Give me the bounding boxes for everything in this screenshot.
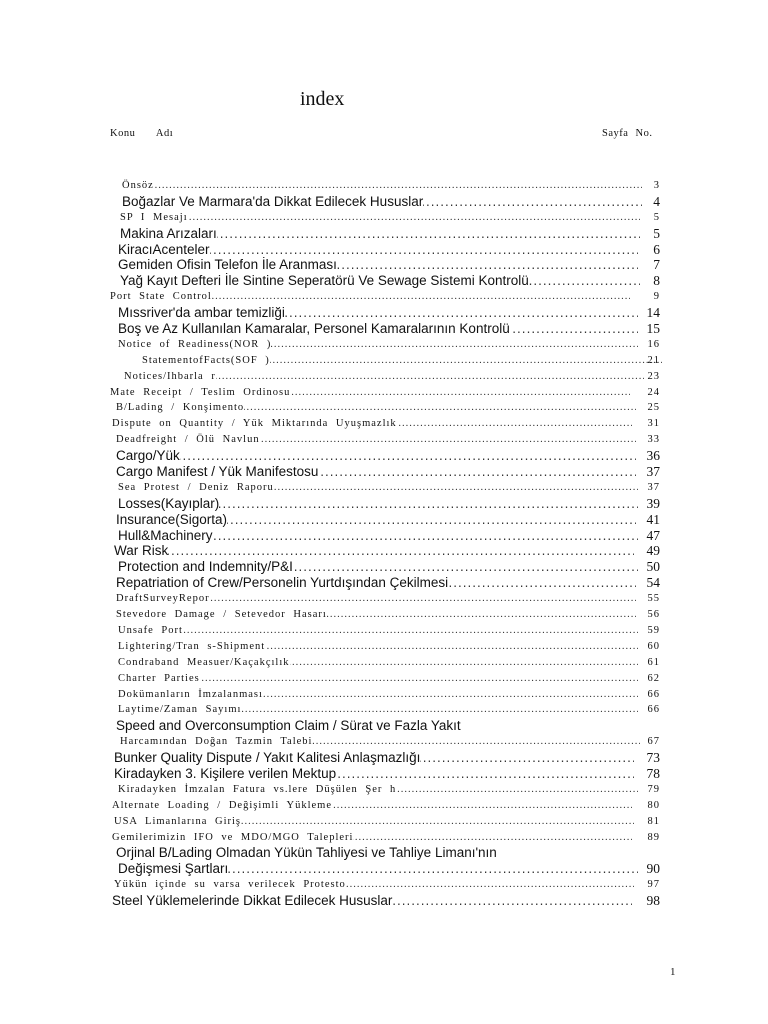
toc-entry-label-wrap <box>120 273 640 289</box>
toc-entry-label-wrap <box>112 830 632 846</box>
toc-entry-label-wrap <box>118 337 638 353</box>
toc-entry-label-wrap <box>118 305 638 321</box>
toc-entry-label-wrap <box>118 702 638 718</box>
table-of-contents <box>0 178 768 909</box>
toc-entry-label-wrap <box>118 242 638 258</box>
toc-entry[interactable] <box>0 798 768 814</box>
toc-entry-page: 60 <box>647 640 660 652</box>
toc-entry[interactable] <box>0 369 768 385</box>
toc-entry-page: 66 <box>647 688 660 700</box>
toc-entry-label: Alternate Loading / Değişimli Yükleme <box>112 799 332 811</box>
toc-entry[interactable] <box>0 400 768 416</box>
toc-entry-page: 59 <box>647 624 660 636</box>
toc-entry-label-wrap <box>118 623 638 639</box>
toc-entry-label-wrap <box>118 480 638 496</box>
toc-entry-label-wrap <box>120 210 640 226</box>
toc-entry-label: SP I Mesajı <box>120 211 188 223</box>
toc-entry-page: 66 <box>647 704 660 716</box>
toc-entry-page: 7 <box>653 257 660 273</box>
toc-entry-page: 78 <box>646 765 660 781</box>
toc-entry[interactable] <box>0 289 768 305</box>
toc-entry-label: Steel Yüklemelerinde Dikkat Edilecek Hususlar <box>112 893 393 909</box>
toc-entry-label: USA Limanlarına Giriş <box>114 815 241 827</box>
toc-entry-label-wrap <box>116 464 636 480</box>
toc-entry[interactable] <box>0 385 768 401</box>
toc-entry[interactable] <box>0 877 768 893</box>
toc-entry-page: 33 <box>647 434 660 446</box>
toc-entry[interactable] <box>0 353 768 369</box>
toc-entry-label: Yağ Kayıt Defteri İle Sintine Seperatörü Ve Sewage Sistemi Kontrolü <box>120 273 529 289</box>
toc-entry-label-wrap <box>142 353 662 369</box>
toc-entry[interactable] <box>0 512 768 528</box>
toc-entry[interactable] <box>0 687 768 703</box>
toc-entry-label: Kiradayken 3. Kişilere verilen Mektup <box>114 765 337 781</box>
toc-entry-label: Boğazlar Ve Marmara'da Dikkat Edilecek Hususlar <box>122 193 424 209</box>
toc-entry-label: Speed and Overconsumption Claim / Sürat ve Fazla Yakıt <box>116 718 461 734</box>
toc-entry-page: 16 <box>647 338 660 350</box>
toc-entry-label: Dispute on Quantity / Yük Miktarında Uyuşmazlık <box>112 418 397 430</box>
toc-entry-page: 37 <box>646 464 660 480</box>
toc-entry[interactable] <box>0 671 768 687</box>
toc-entry-label-wrap <box>124 369 644 385</box>
toc-entry[interactable] <box>0 766 768 782</box>
toc-entry-label-wrap <box>116 448 636 464</box>
toc-entry-page: 24 <box>647 386 660 398</box>
toc-entry-label: Stevedore Damage / Setevedor Hasarı <box>116 609 327 621</box>
toc-entry-page: 9 <box>653 291 660 303</box>
toc-entry-label-wrap <box>118 655 638 671</box>
toc-entry-label-wrap <box>118 639 638 655</box>
toc-entry-label-wrap <box>114 877 634 893</box>
toc-entry-label: Mate Receipt / Teslim Ordinosu <box>110 386 291 398</box>
toc-entry-label: Bunker Quality Dispute / Yakıt Kalitesi Anlaşmazlığı <box>114 750 421 766</box>
toc-entry[interactable] <box>0 893 768 909</box>
page-number: 1 <box>670 966 676 978</box>
toc-entry[interactable] <box>0 830 768 846</box>
toc-entry-label-wrap <box>116 718 636 734</box>
toc-entry-label-wrap <box>118 671 638 687</box>
toc-entry-page: 81 <box>647 815 660 827</box>
toc-entry-label: Değişmesi Şartları <box>118 861 229 877</box>
toc-entry-page: 56 <box>647 609 660 621</box>
toc-entry[interactable] <box>0 448 768 464</box>
toc-entry[interactable] <box>0 575 768 591</box>
toc-entry-label-wrap <box>118 496 638 512</box>
toc-entry-page: 14 <box>646 305 660 321</box>
toc-entry-label: Losses(Kayıplar) <box>118 495 220 511</box>
toc-entry-label: Dokümanların İmzalanması <box>118 688 263 700</box>
toc-entry[interactable] <box>0 321 768 337</box>
toc-entry[interactable] <box>0 337 768 353</box>
toc-entry-label-wrap <box>114 750 634 766</box>
toc-entry[interactable] <box>0 718 768 734</box>
toc-entry[interactable] <box>0 305 768 321</box>
toc-entry-label: Önsöz <box>122 180 154 191</box>
toc-entry-label-wrap <box>114 814 634 830</box>
toc-entry[interactable] <box>0 702 768 718</box>
toc-entry-label: Kiradayken İmzalan Fatura vs.lere Düşülen Şer h <box>118 783 397 795</box>
toc-entry-page: 8 <box>653 273 660 289</box>
toc-entry-label: Orjinal B/Lading Olmadan Yükün Tahliyesi ve Tahliye Limanı'nın <box>116 845 497 861</box>
toc-entry-label: Makina Arızaları <box>120 225 217 241</box>
toc-entry[interactable] <box>0 861 768 877</box>
toc-entry-label: Cargo/Yük <box>116 448 180 464</box>
toc-entry-page: 25 <box>647 402 660 414</box>
toc-entry-page: 23 <box>647 370 660 382</box>
column-header-page: Sayfa No. <box>602 128 653 139</box>
toc-entry-label-wrap <box>122 194 642 210</box>
page-title: index <box>300 88 345 110</box>
toc-entry-label: Notice of Readiness(NOR ) <box>118 338 272 350</box>
toc-entry-label-wrap <box>118 528 638 544</box>
toc-entry-page: 67 <box>647 736 660 748</box>
toc-entry-page: 5 <box>653 225 660 241</box>
toc-entry-label: Deadfreight / Ölü Navlun <box>116 434 260 446</box>
toc-entry-label: Charter Parties <box>118 672 200 684</box>
toc-entry-page: 36 <box>646 448 660 464</box>
toc-entry-label-wrap <box>112 893 632 909</box>
toc-entry-page: 54 <box>646 575 660 591</box>
toc-entry-label-wrap <box>116 432 636 448</box>
toc-entry-label: Gemilerimizin IFO ve MDO/MGO Talepleri <box>112 831 354 843</box>
toc-entry[interactable] <box>0 845 768 861</box>
toc-entry-page: 98 <box>646 893 660 909</box>
toc-entry[interactable] <box>0 257 768 273</box>
toc-entry-page: 73 <box>646 750 660 766</box>
toc-entry-label-wrap <box>112 416 632 432</box>
toc-entry-label-wrap <box>116 845 636 861</box>
toc-entry-label: Gemiden Ofisin Telefon İle Aranması <box>118 257 337 273</box>
toc-entry[interactable] <box>0 432 768 448</box>
toc-entry-label: Insurance(Sigorta) <box>116 511 228 527</box>
toc-entry-label-wrap <box>110 385 630 401</box>
toc-entry-label-wrap <box>112 798 632 814</box>
toc-entry[interactable] <box>0 242 768 258</box>
toc-entry[interactable] <box>0 591 768 607</box>
toc-entry[interactable] <box>0 496 768 512</box>
toc-entry[interactable] <box>0 623 768 639</box>
toc-entry-label-wrap <box>118 559 638 575</box>
toc-entry-label-wrap <box>116 591 636 607</box>
toc-entry-page: 37 <box>647 481 660 493</box>
toc-entry-label: KiracıAcenteler <box>118 241 210 257</box>
toc-entry-label: Hull&Machinery <box>118 527 213 543</box>
toc-entry-page: 39 <box>646 495 660 511</box>
toc-entry-label: Mıssriver'da ambar temizliği <box>118 305 285 321</box>
toc-entry[interactable] <box>0 639 768 655</box>
toc-entry-page: 6 <box>653 241 660 257</box>
toc-entry-label: Harcamından Doğan Tazmin Talebi <box>120 736 313 748</box>
toc-entry-label: DraftSurveyRepor <box>116 593 210 605</box>
toc-entry-label: Protection and Indemnity/P&I <box>118 559 293 575</box>
toc-entry[interactable] <box>0 178 768 194</box>
toc-entry-page: 55 <box>647 593 660 605</box>
toc-entry[interactable] <box>0 782 768 798</box>
toc-entry-label: Cargo Manifest / Yük Manifestosu <box>116 464 319 480</box>
toc-entry-label: StatementofFacts(SOF ) <box>142 354 270 366</box>
toc-entry[interactable] <box>0 734 768 750</box>
toc-entry-page: 5 <box>653 211 660 223</box>
toc-entry-label-wrap <box>116 512 636 528</box>
toc-entry-label-wrap <box>114 543 634 559</box>
toc-entry-page: 90 <box>646 861 660 877</box>
toc-entry-label: Repatriation of Crew/Personelin Yurtdışından Çekilmesi <box>116 575 449 591</box>
toc-entry[interactable] <box>0 655 768 671</box>
toc-entry[interactable] <box>0 480 768 496</box>
toc-entry-label: Condraband Measuer/Kaçakçılık <box>118 656 290 668</box>
toc-entry-label: Port State Control <box>110 291 212 303</box>
toc-entry-page: 49 <box>646 543 660 559</box>
toc-entry-page: 31 <box>647 418 660 430</box>
toc-entry-label-wrap <box>120 226 640 242</box>
toc-entry-page: 47 <box>646 527 660 543</box>
toc-entry-label: Lightering/Tran s-Shipment <box>118 640 266 652</box>
toc-entry[interactable] <box>0 210 768 226</box>
column-header-topic: Konu Adı <box>110 128 174 139</box>
toc-entry-label-wrap <box>120 734 640 750</box>
toc-entry-page: 4 <box>653 193 660 209</box>
toc-entry-label-wrap <box>116 575 636 591</box>
toc-entry-page: 79 <box>647 783 660 795</box>
toc-entry-page: 80 <box>647 799 660 811</box>
toc-entry[interactable] <box>0 464 768 480</box>
toc-entry-page: 41 <box>646 511 660 527</box>
toc-entry-label-wrap <box>118 861 638 877</box>
toc-entry-label: Laytime/Zaman Sayımı <box>118 704 242 716</box>
toc-entry-page: 3 <box>653 180 660 191</box>
toc-entry-label: War Risk <box>114 543 169 559</box>
toc-entry[interactable] <box>0 528 768 544</box>
toc-entry[interactable] <box>0 416 768 432</box>
toc-entry-label: Notices/Ihbarla r <box>124 370 216 382</box>
toc-entry-label: Boş ve Az Kullanılan Kamaralar, Personel Kamaralarının Kontrolü <box>118 321 510 337</box>
toc-entry-label: Sea Protest / Deniz Raporu <box>118 481 274 493</box>
toc-entry-page: 50 <box>646 559 660 575</box>
toc-entry-label-wrap <box>118 321 638 337</box>
toc-entry[interactable] <box>0 814 768 830</box>
toc-entry-label-wrap <box>116 400 636 416</box>
toc-entry-label-wrap <box>118 257 638 273</box>
toc-entry[interactable] <box>0 607 768 623</box>
toc-entry-label: B/Lading / Konşimento <box>116 402 245 414</box>
toc-entry-page: 89 <box>647 831 660 843</box>
toc-entry-page: 62 <box>647 672 660 684</box>
toc-entry[interactable] <box>0 559 768 575</box>
toc-entry[interactable] <box>0 273 768 289</box>
toc-entry-label: Unsafe Port <box>118 624 183 636</box>
toc-entry-page: 15 <box>646 321 660 337</box>
toc-entry[interactable] <box>0 543 768 559</box>
toc-entry[interactable] <box>0 226 768 242</box>
toc-entry-page: 61 <box>647 656 660 668</box>
toc-entry[interactable] <box>0 194 768 210</box>
toc-entry-label-wrap <box>118 687 638 703</box>
toc-entry-page: 97 <box>647 879 660 891</box>
toc-entry-label-wrap <box>116 607 636 623</box>
toc-entry-label: Yükün içinde su varsa verilecek Protesto <box>114 879 346 891</box>
toc-entry-label-wrap <box>122 178 642 194</box>
toc-entry[interactable] <box>0 750 768 766</box>
toc-entry-label-wrap <box>114 766 634 782</box>
toc-entry-label-wrap <box>110 289 630 305</box>
toc-entry-label-wrap <box>118 782 638 798</box>
toc-entry-page: 21 <box>647 354 660 366</box>
